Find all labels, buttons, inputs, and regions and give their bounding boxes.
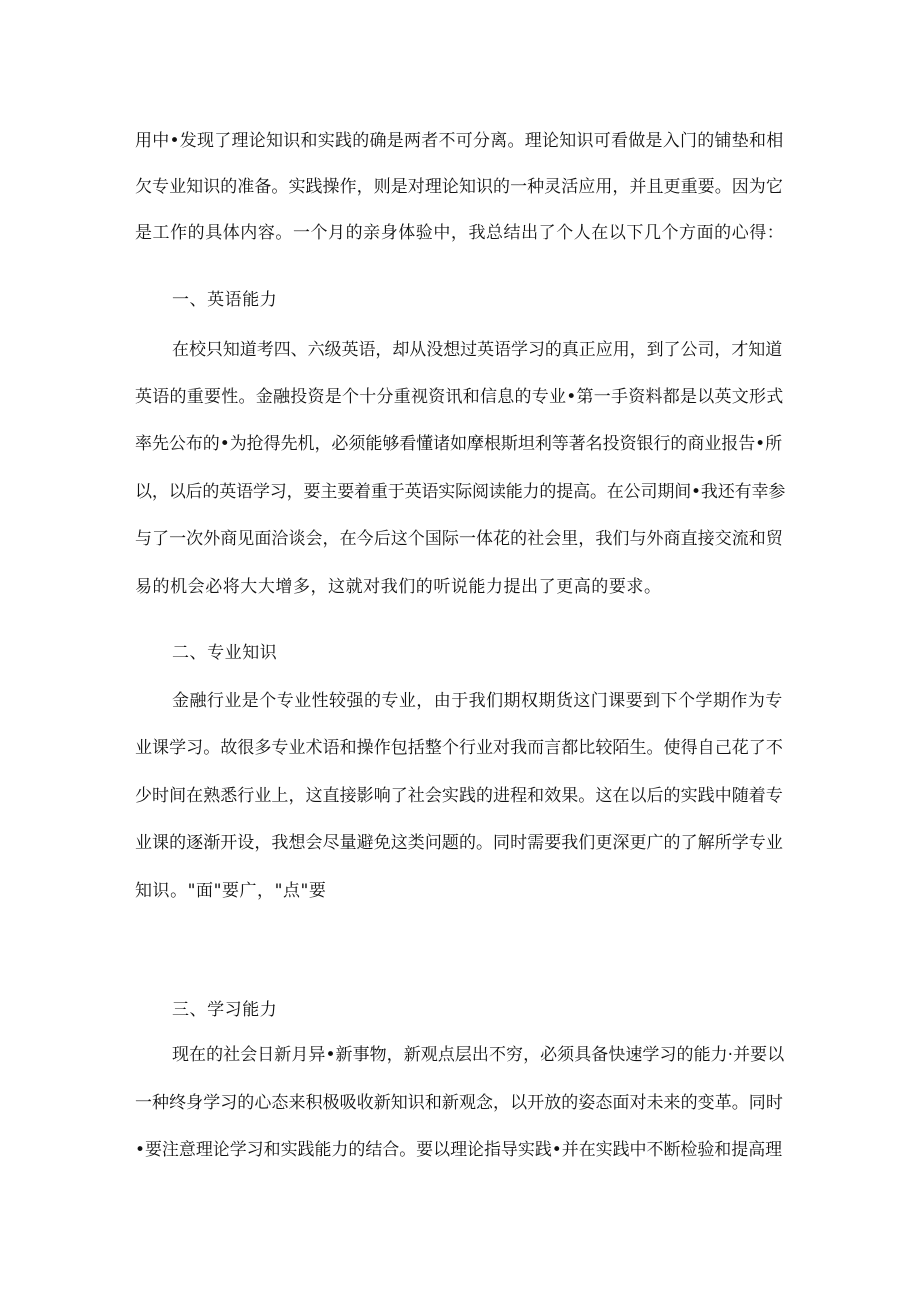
section1-line-1: 在校只知道考四、六级英语，却从没想过英语学习的真正应用，到了公司，才知道 (172, 340, 783, 360)
section1-line-5: 与了一次外商见面洽谈会，在今后这个国际一体花的社会里，我们与外商直接交流和贸 (135, 529, 783, 549)
intro-line-1: 用中•发现了理论知识和实践的确是两者不可分离。理论知识可看做是入门的铺垫和相 (135, 131, 784, 151)
section1-line-4: 以，以后的英语学习，要主要着重于英语实际阅读能力的提高。在公司期间•我还有幸参 (135, 482, 786, 502)
section2-line-3: 少时间在熟悉行业上，这直接影响了社会实践的进程和效果。这在以后的实践中随着专 (135, 786, 783, 806)
section3-line-2: 一种终身学习的心态来积极吸收新知识和新观念，以开放的姿态面对未来的变革。同时 (135, 1093, 783, 1113)
intro-line-2: 欠专业知识的准备。实践操作，则是对理论知识的一种灵活应用，并且更重要。因为它 (135, 177, 783, 197)
section-heading-english: 一、英语能力 (172, 290, 278, 310)
section3-line-1: 现在的社会日新月异•新事物，新观点层出不穷，必须具备快速学习的能力·并要以 (172, 1045, 785, 1065)
section2-line-4: 业课的逐渐开设，我想会尽量避免这类问题的。同时需要我们更深更广的了解所学专业 (135, 833, 783, 853)
section1-line-6: 易的机会必将大大增多，这就对我们的听说能力提出了更高的要求。 (135, 577, 662, 597)
intro-line-3: 是工作的具体内容。一个月的亲身体验中，我总结出了个人在以下几个方面的心得： (135, 223, 785, 243)
section-heading-professional: 二、专业知识 (172, 643, 278, 663)
section2-line-5: 知识。"面"要广，"点"要 (135, 881, 327, 901)
section2-line-2: 业课学习。故很多专业术语和操作包括整个行业对我而言都比较陌生。使得自己花了不 (135, 738, 783, 758)
section1-line-3: 率先公布的•为抢得先机，必须能够看懂诸如摩根斯坦利等著名投资银行的商业报告•所 (135, 434, 783, 454)
section3-line-3: •要注意理论学习和实践能力的结合。要以理论指导实践•并在实践中不断检验和提高理 (135, 1140, 783, 1160)
section1-line-2: 英语的重要性。金融投资是个十分重视资讯和信息的专业•第一手资料都是以英文形式 (135, 387, 784, 407)
section2-line-1: 金融行业是个专业性较强的专业，由于我们期权期货这门课要到下个学期作为专 (172, 691, 783, 711)
section-heading-learning: 三、学习能力 (172, 1000, 278, 1020)
